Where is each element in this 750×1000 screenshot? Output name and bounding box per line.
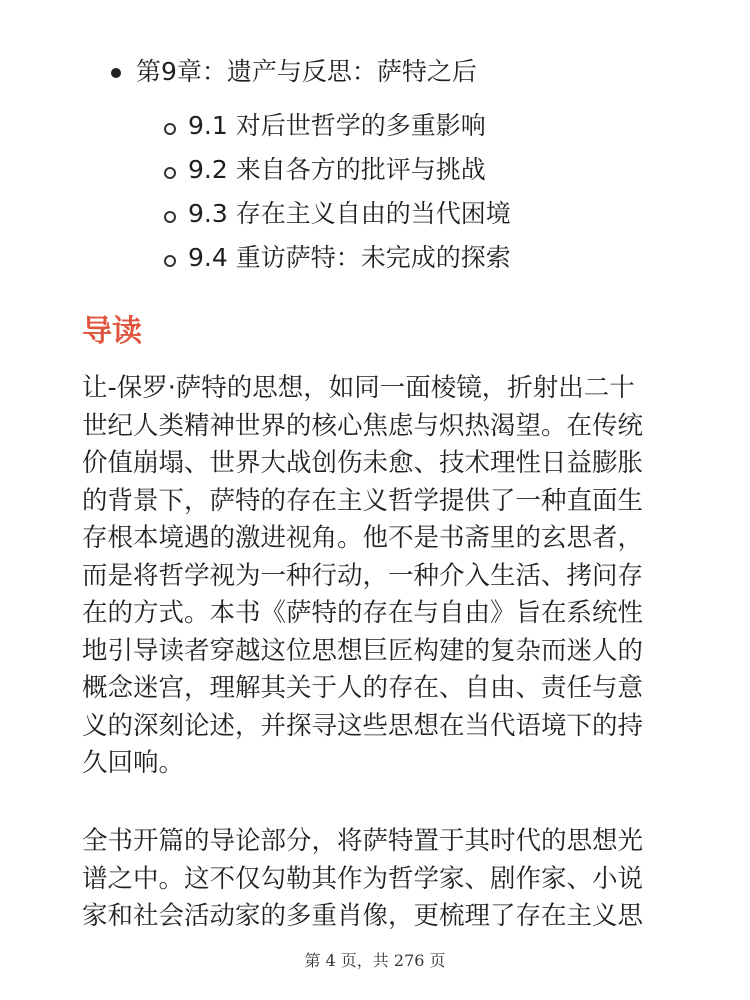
page-number-footer: 第 4 页，共 276 页 [304,951,446,970]
paragraph-line: 价值崩塌、世界大战创伤未愈、技术理性日益膨胀 [82,448,644,478]
paragraph-line: 而是将哲学视为一种行动，一种介入生活、拷问存 [82,560,644,591]
paragraph-line: 义的深刻论述，并探寻这些思想在当代语境下的持 [82,710,644,741]
toc-section-label: 9.1 对后世哲学的多重影响 [188,111,486,140]
toc-section-label: 9.2 来自各方的批评与挑战 [188,155,486,184]
hollow-bullet-icon [164,255,176,267]
toc-section-label: 9.4 重访萨特：未完成的探索 [188,243,511,272]
paragraph-line: 的背景下，萨特的存在主义哲学提供了一种直面生 [82,485,644,516]
toc-chapter-label: 第9章：遗产与反思：萨特之后 [136,57,477,86]
paragraph-line: 地引导读者穿越这位思想巨匠构建的复杂而迷人的 [82,635,644,666]
toc-section-item[interactable] [0,196,750,240]
body-paragraph [82,823,682,936]
filled-bullet-icon [111,68,121,78]
body-paragraph [82,370,682,783]
toc-section-item[interactable] [0,240,750,284]
toc-section-list [0,108,750,284]
paragraph-line: 久回响。 [82,748,185,778]
paragraph-line: 谱之中。这不仅勾勒其作为哲学家、剧作家、小说 [82,863,644,894]
paragraph-line: 世纪人类精神世界的核心焦虑与炽热渴望。在传统 [82,410,644,441]
table-of-contents [0,48,750,272]
paragraph-line: 概念迷宫，理解其关于人的存在、自由、责任与意 [82,673,644,703]
paragraph-line: 存根本境遇的激进视角。他不是书斋里的玄思者， [82,523,644,553]
paragraph-line: 让-保罗·萨特的思想，如同一面棱镜，折射出二十 [82,373,635,403]
hollow-bullet-icon [164,123,176,135]
paragraph-line: 家和社会活动家的多重肖像，更梳理了存在主义思 [82,901,644,931]
hollow-bullet-icon [164,167,176,179]
paragraph-line: 在的方式。本书《萨特的存在与自由》旨在系统性 [82,598,644,628]
hollow-bullet-icon [164,211,176,223]
toc-section-item[interactable] [0,152,750,196]
toc-section-item[interactable] [0,108,750,152]
paragraph-line: 全书开篇的导论部分，将萨特置于其时代的思想光 [82,826,644,856]
section-heading: 导读 [82,314,142,349]
toc-section-label: 9.3 存在主义自由的当代困境 [188,199,511,228]
toc-chapter-item[interactable] [0,48,750,96]
